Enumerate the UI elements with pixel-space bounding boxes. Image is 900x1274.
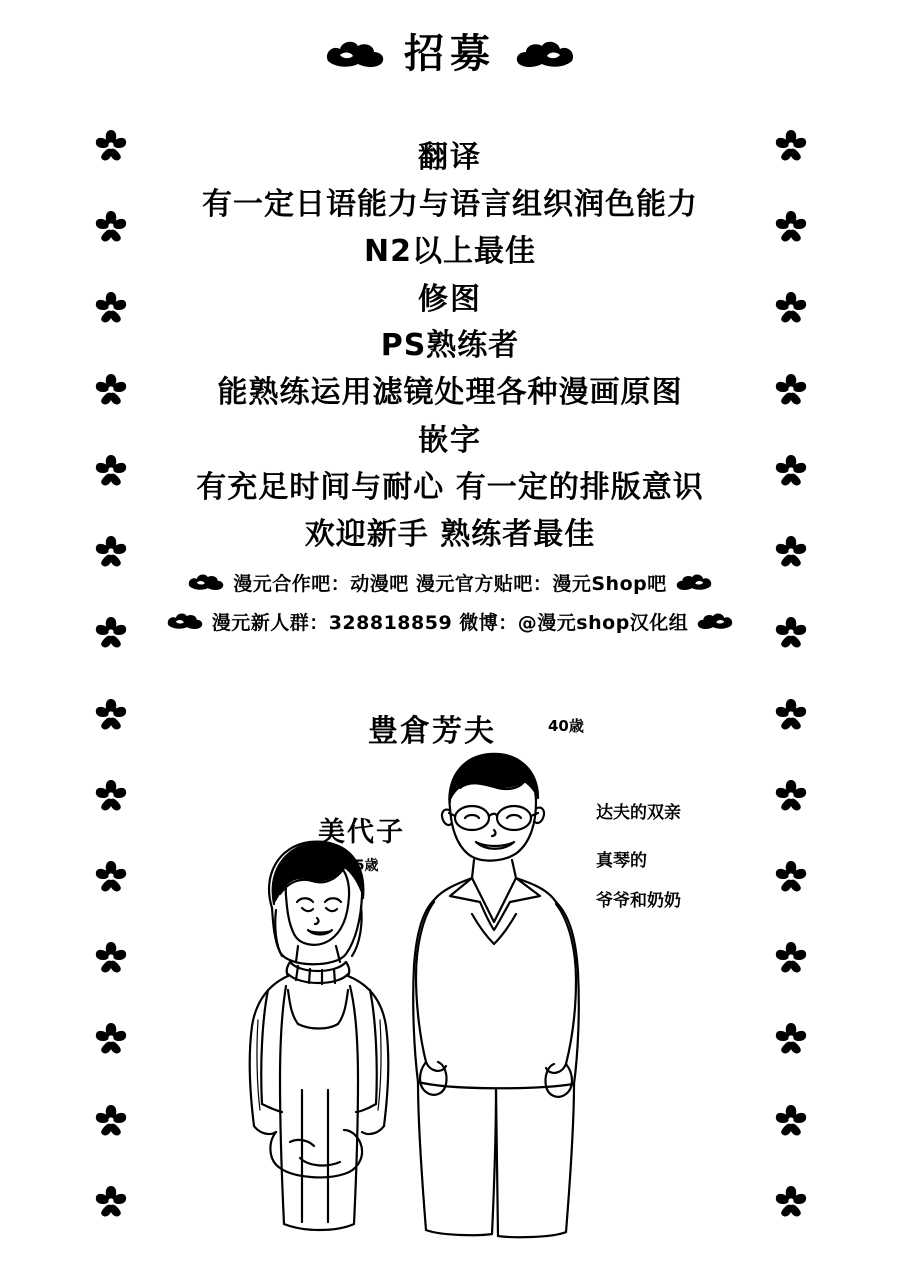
section-line: 有一定日语能力与语言组织润色能力	[202, 186, 698, 222]
section-line: 欢迎新手 熟练者最佳	[304, 516, 596, 552]
section-heading-translation: 翻译	[418, 140, 482, 175]
contact-text: 漫元新人群：328818859 微博：@漫元shop汉化组	[211, 611, 689, 634]
flower-icon	[774, 128, 808, 162]
flower-icon	[94, 453, 128, 487]
flower-icon	[94, 290, 128, 324]
flower-icon	[774, 859, 808, 893]
page-title: 招募	[404, 31, 496, 77]
label-father-age: 40歳	[548, 717, 584, 735]
flower-icon	[94, 859, 128, 893]
flower-icon	[94, 697, 128, 731]
flower-icon	[774, 1184, 808, 1218]
flower-icon	[774, 209, 808, 243]
label-mother-name: 美代子	[318, 817, 405, 848]
flower-border-right	[768, 128, 814, 1218]
flower-icon	[94, 615, 128, 649]
flower-icon	[94, 128, 128, 162]
label-father-name: 豊倉芳夫	[368, 714, 496, 749]
flower-icon	[94, 1021, 128, 1055]
contact-text: 漫元合作吧：动漫吧 漫元官方贴吧：漫元Shop吧	[233, 572, 667, 595]
section-line: N2以上最佳	[364, 233, 536, 269]
flower-icon	[774, 778, 808, 812]
flower-border-left	[88, 128, 134, 1218]
flower-icon	[774, 372, 808, 406]
cloud-icon	[514, 39, 576, 69]
cloud-icon	[187, 572, 225, 592]
section-line: 能熟练运用滤镜处理各种漫画原图	[217, 375, 683, 410]
flower-icon	[774, 1103, 808, 1137]
label-relation-line-1: 达夫的双亲	[596, 803, 681, 823]
flower-icon	[774, 453, 808, 487]
flower-icon	[94, 209, 128, 243]
section-line: 有充足时间与耐心 有一定的排版意识	[196, 469, 704, 505]
contact-row	[140, 569, 760, 596]
label-mother-age: 45歳	[345, 858, 379, 874]
flower-icon	[774, 1021, 808, 1055]
page-title-row	[0, 31, 900, 77]
section-line: PS熟练者	[380, 328, 520, 363]
flower-icon	[774, 290, 808, 324]
section-heading-typeset: 嵌字	[418, 423, 482, 458]
character-illustration	[150, 690, 750, 1260]
flower-icon	[94, 940, 128, 974]
recruitment-content	[140, 132, 760, 635]
flower-icon	[774, 615, 808, 649]
label-relation-line-2: 真琴的	[596, 851, 647, 871]
cloud-icon	[696, 611, 734, 631]
flower-icon	[94, 534, 128, 568]
flower-icon	[94, 1184, 128, 1218]
cloud-icon	[324, 39, 386, 69]
section-heading-retouch: 修图	[418, 281, 482, 317]
contact-row	[140, 608, 760, 635]
flower-icon	[774, 697, 808, 731]
label-relation-line-3: 爷爷和奶奶	[596, 891, 681, 911]
flower-icon	[94, 372, 128, 406]
cloud-icon	[675, 572, 713, 592]
flower-icon	[774, 534, 808, 568]
flower-icon	[94, 778, 128, 812]
cloud-icon	[166, 611, 204, 631]
flower-icon	[774, 940, 808, 974]
flower-icon	[94, 1103, 128, 1137]
